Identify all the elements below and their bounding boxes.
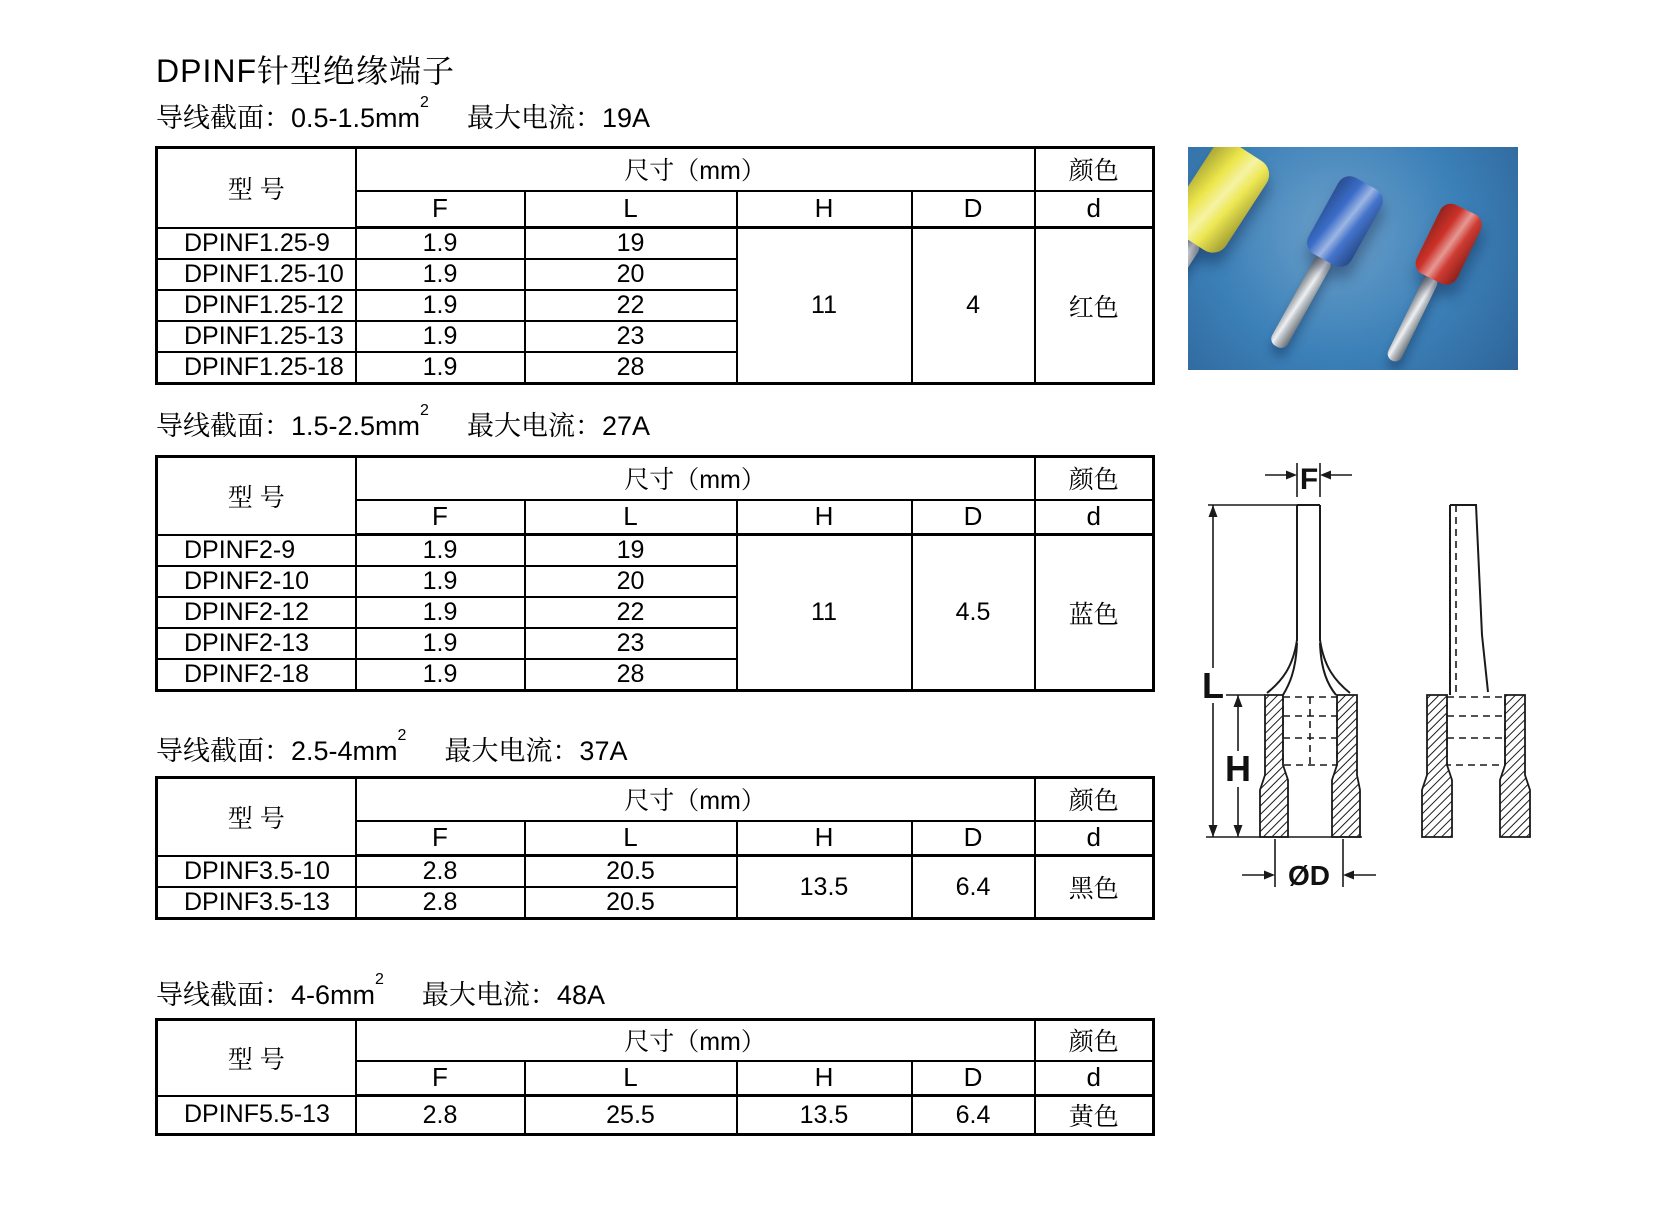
spec-table-4	[155, 1018, 1155, 1136]
header-dims: 尺寸（mm）	[356, 457, 1035, 500]
header-h: H	[737, 500, 912, 535]
spec-table-4-wrap	[155, 1018, 1152, 1136]
max-current-text: 最大电流：27A	[466, 411, 650, 441]
cell-model: DPINF1.25-12	[157, 290, 356, 321]
header-f: F	[356, 191, 525, 228]
header-model: 型 号	[157, 148, 356, 228]
table-row	[157, 856, 1154, 888]
cell-h-merged: 11	[737, 228, 912, 384]
header-h: H	[737, 1061, 912, 1096]
cell-l: 28	[525, 659, 737, 691]
spec-table-3	[155, 776, 1155, 920]
cell-d: 6.4	[912, 1096, 1035, 1135]
cell-f: 1.9	[356, 352, 525, 384]
header-l: L	[525, 821, 737, 856]
section-label-2	[156, 404, 650, 443]
spec-table-1-wrap	[155, 146, 1152, 385]
header-l: L	[525, 191, 737, 228]
front-view	[1260, 505, 1360, 837]
header-model: 型 号	[157, 457, 356, 535]
cell-f: 1.9	[356, 259, 525, 290]
cell-d-merged: 4	[912, 228, 1035, 384]
table-header-row	[157, 778, 1154, 821]
header-color: 颜色	[1035, 1020, 1154, 1061]
cell-l: 20.5	[525, 887, 737, 919]
cell-color-merged: 蓝色	[1035, 535, 1154, 691]
header-dims: 尺寸（mm）	[356, 148, 1035, 191]
table-row	[157, 228, 1154, 260]
header-color: 颜色	[1035, 778, 1154, 821]
header-model: 型 号	[157, 1020, 356, 1096]
dim-label-l: L	[1202, 665, 1224, 706]
cell-f: 1.9	[356, 228, 525, 260]
cell-l: 20	[525, 566, 737, 597]
cell-f: 1.9	[356, 659, 525, 691]
header-d: D	[912, 1061, 1035, 1096]
header-d-small: d	[1035, 1061, 1154, 1096]
cell-model: DPINF2-18	[157, 659, 356, 691]
spec-table-1	[155, 146, 1155, 385]
blue-terminal	[1254, 172, 1387, 358]
cell-model: DPINF1.25-18	[157, 352, 356, 384]
header-h: H	[737, 821, 912, 856]
cell-l: 22	[525, 290, 737, 321]
cell-f: 2.8	[356, 856, 525, 888]
cell-l: 19	[525, 535, 737, 567]
sup-2: 2	[420, 402, 429, 419]
cell-l: 20	[525, 259, 737, 290]
cross-section-text: 导线截面：0.5-1.5mm	[156, 103, 421, 133]
cell-model: DPINF1.25-13	[157, 321, 356, 352]
dim-label-od: ØD	[1288, 860, 1330, 891]
cell-l: 28	[525, 352, 737, 384]
cross-section-text: 导线截面：2.5-4mm	[156, 736, 398, 766]
cell-model: DPINF1.25-10	[157, 259, 356, 290]
cell-model: DPINF2-9	[157, 535, 356, 567]
cell-l: 22	[525, 597, 737, 628]
header-d-small: d	[1035, 500, 1154, 535]
cell-model: DPINF2-10	[157, 566, 356, 597]
red-terminal-sleeve	[1412, 200, 1486, 289]
section-label-4	[156, 973, 605, 1012]
max-current-text: 最大电流：19A	[466, 103, 650, 133]
cell-f: 1.9	[356, 535, 525, 567]
header-l: L	[525, 500, 737, 535]
max-current-text: 最大电流：37A	[444, 736, 628, 766]
cell-h: 13.5	[737, 1096, 912, 1135]
header-d-small: d	[1035, 821, 1154, 856]
table-header-row	[157, 457, 1154, 500]
header-d: D	[912, 500, 1035, 535]
cell-l: 19	[525, 228, 737, 260]
cell-d-merged: 4.5	[912, 535, 1035, 691]
header-l: L	[525, 1061, 737, 1096]
sup-2: 2	[397, 727, 407, 744]
red-terminal-pin	[1385, 273, 1440, 364]
spec-table-3-wrap	[155, 776, 1152, 920]
header-f: F	[356, 500, 525, 535]
header-color: 颜色	[1035, 148, 1154, 191]
cell-model: DPINF2-12	[157, 597, 356, 628]
cell-l: 25.5	[525, 1096, 737, 1135]
header-h: H	[737, 191, 912, 228]
cell-color: 黄色	[1035, 1096, 1154, 1135]
dim-label-h: H	[1225, 748, 1251, 789]
header-dims: 尺寸（mm）	[356, 778, 1035, 821]
cell-d-merged: 6.4	[912, 856, 1035, 919]
product-photo	[1188, 147, 1518, 370]
cell-l: 23	[525, 628, 737, 659]
spec-table-2	[155, 455, 1155, 692]
sup-2: 2	[420, 94, 429, 111]
header-d: D	[912, 191, 1035, 228]
header-f: F	[356, 1061, 525, 1096]
cell-color-merged: 黑色	[1035, 856, 1154, 919]
cell-model: DPINF3.5-10	[157, 856, 356, 888]
header-model: 型 号	[157, 778, 356, 856]
cell-h-merged: 13.5	[737, 856, 912, 919]
cross-section-text: 导线截面：4-6mm	[156, 980, 376, 1010]
cell-f: 1.9	[356, 597, 525, 628]
cross-section-text: 导线截面：1.5-2.5mm	[156, 411, 421, 441]
table-header-row	[157, 1020, 1154, 1061]
cell-model: DPINF1.25-9	[157, 228, 356, 260]
cell-l: 20.5	[525, 856, 737, 888]
cell-l: 23	[525, 321, 737, 352]
yellow-terminal-sleeve	[1188, 147, 1275, 259]
cell-model: DPINF2-13	[157, 628, 356, 659]
cell-f: 2.8	[356, 1096, 525, 1135]
section-label-1	[156, 96, 650, 135]
cell-f: 1.9	[356, 566, 525, 597]
spec-table-2-wrap	[155, 455, 1152, 692]
cell-h-merged: 11	[737, 535, 912, 691]
header-d: D	[912, 821, 1035, 856]
sup-2: 2	[375, 971, 384, 988]
header-color: 颜色	[1035, 457, 1154, 500]
cell-f: 2.8	[356, 887, 525, 919]
cell-f: 1.9	[356, 290, 525, 321]
cell-model: DPINF3.5-13	[157, 887, 356, 919]
cell-f: 1.9	[356, 628, 525, 659]
section-label-3	[156, 729, 627, 768]
side-view	[1422, 505, 1530, 837]
cell-color-merged: 红色	[1035, 228, 1154, 384]
max-current-text: 最大电流：48A	[421, 980, 605, 1010]
table-row	[157, 535, 1154, 567]
page-title: DPINF针型绝缘端子	[156, 53, 456, 89]
dim-label-f: F	[1299, 463, 1319, 496]
header-dims: 尺寸（mm）	[356, 1020, 1035, 1061]
table-row	[157, 1096, 1154, 1135]
yellow-terminal-pin	[1188, 233, 1202, 348]
blue-terminal-pin	[1268, 253, 1333, 351]
table-header-row	[157, 148, 1154, 191]
cell-model: DPINF5.5-13	[157, 1096, 356, 1135]
red-terminal	[1372, 200, 1486, 370]
header-d-small: d	[1035, 191, 1154, 228]
cell-f: 1.9	[356, 321, 525, 352]
header-f: F	[356, 821, 525, 856]
dimension-diagram	[1130, 435, 1550, 915]
